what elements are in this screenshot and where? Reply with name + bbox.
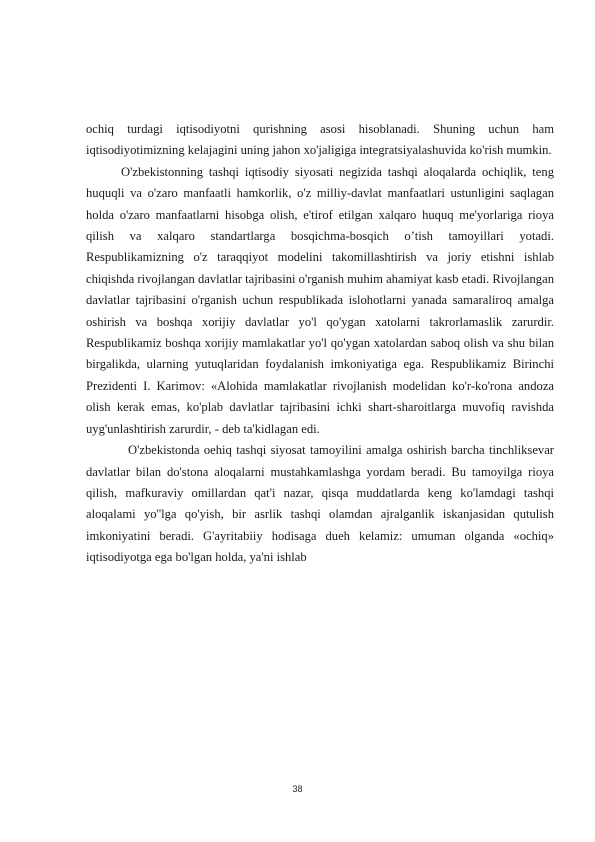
body-text: [86, 119, 554, 569]
paragraph-3: O'zbekistonda oehiq tashqi siyosat tamoyilini amalga oshirish barcha tinchliksevar davlatlar bilan do'stona aloqalarni mustahkamlashga yordam beradi. Bu tamoyilga rioya qilish, mafkuraviy omillardan qat'i nazar, qisqa muddatlarda keng ko'lamdagi tashqi aloqalami yo''lga qo'yish, bir asrlik tashqi olamdan ajralganlik iskanjasidan qutulish imkoniyatini beradi. G'ayritabiiy hodisaga dueh kelamiz: umuman olganda «ochiq» iqtisodiyotga ega bo'lgan holda, ya'ni ishlab: [86, 443, 554, 565]
paragraph-1: ochiq turdagi iqtisodiyotni qurishning asosi hisoblanadi. Shuning uchun ham iqtisodiyotimizning kelajagini uning jahon xo'jaligiga integratsiyalashuvida ko'rish mumkin.: [86, 122, 554, 158]
paragraph-2: O'zbekistonning tashqi iqtisodiy siyosati negizida tashqi aloqalarda ochiqlik, teng huquqli va o'zaro manfaatli hamkorlik, o'z milliy-davlat manfaatlari ustunligini saqlagan holda o'zaro manfaatlarni hisobga olish, e'tirof etilgan xalqaro huquq me'yorlariga rioya qilish va xalqaro standartlarga bosqichma-bosqich o’tish tamoyillari yotadi. Respublikamizning o'z taraqqiyot modelini takomillashtirish va joriy etishni ishlab chiqishda rivojlangan davlatlar tajribasini o'rganish muhim ahamiyat kasb etadi. Rivojlangan davlatlar tajribasini o'rganish uchun respublikada islohotlarni yanada samaraliroq amalga oshirish va boshqa xorijiy davlatlar yo'l qo'ygan xatolarni takrorlamaslik zarurdir. Respublikamiz boshqa xorijiy mamlakatlar yo'l qo'ygan xatolardan saboq olish va shu bilan birgalikda, ularning yutuqlaridan foydalanish imkoniyatiga ega. Respublikamiz Birinchi Prezidenti I. Karimov: «Alohida mamlakatlar rivojlanish modelidan ko'r-ko'rona andoza olish kerak emas, ko'plab davlatlar tajribasini ichki shart-sharoitlarga muvofiq ravishda uyg'unlashtirish zarurdir, - deb ta'kidlagan edi.: [86, 164, 554, 436]
page-number: 38: [292, 784, 303, 794]
